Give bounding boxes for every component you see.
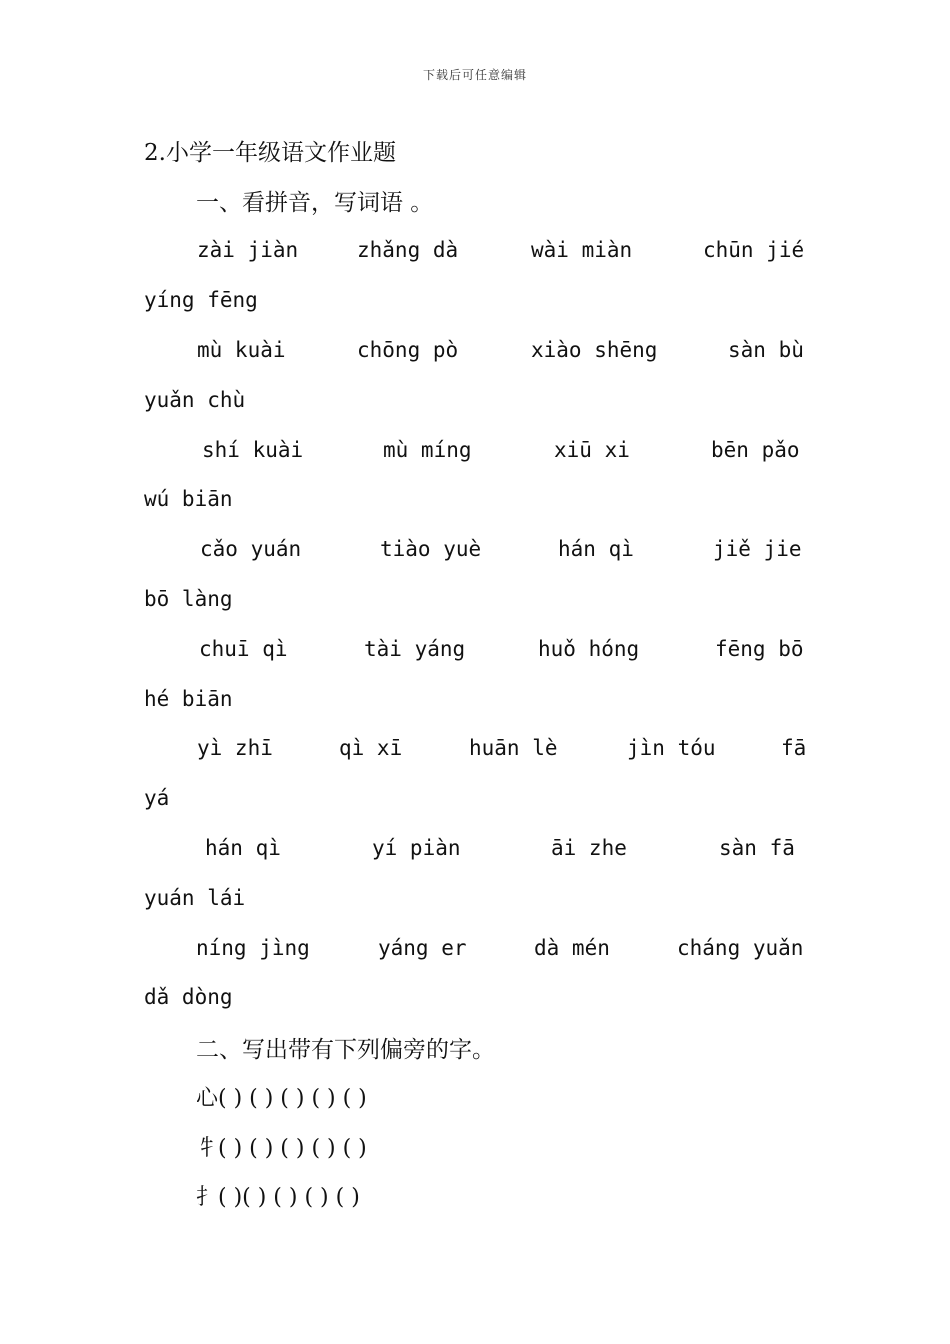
pinyin-word: huān lè [469,736,558,760]
page-header: 下载后可任意编辑 [422,68,527,82]
pinyin-word: wú biān [144,487,233,511]
pinyin-word: yíng fēng [144,288,258,312]
pinyin-word: wài miàn [531,238,633,262]
section-1-heading: 一、看拼音，写词语 。 [196,190,434,216]
pinyin-word: chuī qì [199,637,288,661]
pinyin-word: jìn tóu [627,736,716,760]
pinyin-word: tiào yuè [380,537,482,561]
pinyin-word: qì xī [339,736,403,760]
pinyin-word: tài yáng [364,637,466,661]
pinyin-word: bēn pǎo [711,438,800,462]
pinyin-word: yuǎn chù [144,388,246,412]
pinyin-word: xiū xi [554,438,630,462]
pinyin-word: mù kuài [197,338,286,362]
pinyin-word: cháng yuǎn [677,936,804,960]
pinyin-word: huǒ hóng [538,637,640,661]
pinyin-word: āi zhe [551,836,627,860]
pinyin-word: zài jiàn [197,238,299,262]
pinyin-word: shí kuài [202,438,304,462]
pinyin-word: dǎ dòng [144,985,233,1009]
pinyin-word: mù míng [383,438,472,462]
pinyin-word: sàn fā [719,836,795,860]
section-2-heading: 二、写出带有下列偏旁的字。 [196,1037,495,1063]
radical-row-heart: 心( ) ( ) ( ) ( ) ( ) [196,1086,367,1111]
pinyin-word: jiě jie [713,537,802,561]
radical-row-hand: 扌( )( ) ( ) ( ) ( ) [196,1185,360,1210]
pinyin-word: sàn bù [728,338,804,362]
pinyin-word: zhǎng dà [357,238,459,262]
pinyin-word: yí piàn [372,836,461,860]
document-title: 2.小学一年级语文作业题 [144,140,396,166]
pinyin-word: chūn jié [703,238,805,262]
pinyin-word: níng jìng [196,936,310,960]
pinyin-word: chōng pò [357,338,459,362]
pinyin-word: dà mén [534,936,610,960]
pinyin-word: yuán lái [144,886,246,910]
pinyin-word: bō làng [144,587,233,611]
pinyin-word: hán qì [205,836,281,860]
pinyin-word: fēng bō [715,637,804,661]
radical-row-ox: 牜( ) ( ) ( ) ( ) ( ) [196,1136,367,1161]
pinyin-word: xiào shēng [531,338,658,362]
pinyin-word: fā [781,736,807,760]
pinyin-word: hé biān [144,687,233,711]
pinyin-word: yáng er [378,936,467,960]
pinyin-word: cǎo yuán [200,537,302,561]
pinyin-word: yá [144,786,170,810]
pinyin-word: hán qì [558,537,634,561]
pinyin-word: yì zhī [197,736,273,760]
